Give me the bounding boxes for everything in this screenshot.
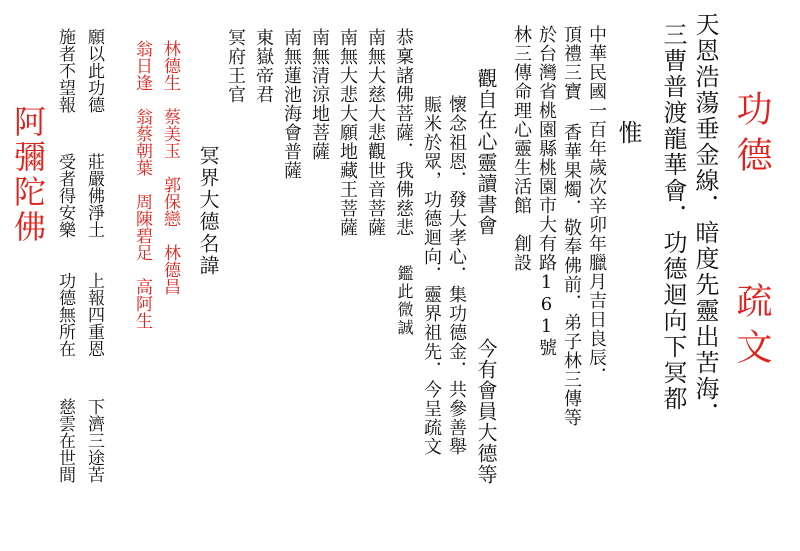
invocation-guanyin: 南無大慈大悲觀世音菩薩: [365, 28, 386, 237]
body-line-founder: 林三傳命理心靈生活館 創設: [511, 25, 532, 272]
closing-2c: 功德無所在: [55, 272, 75, 357]
intent-line-2: 賑米於眾，功德迴向．靈界祖先．今呈疏文: [421, 95, 442, 456]
wei-char: 惟: [614, 120, 642, 144]
closing-1b: 莊嚴佛淨土: [84, 153, 104, 238]
body-line-date: 中華民國一百年歲次辛卯年臘月吉日良辰．: [586, 25, 607, 386]
closing-1c: 上報四重恩: [84, 272, 104, 357]
association-members: 今有會員大德等: [474, 338, 498, 485]
body-line-disciple: 頂禮三寶 香華果燭．敬奉佛前．弟子林三傳等: [561, 25, 582, 427]
body-line-address: 於台灣省桃園縣桃園市大有路161號: [536, 25, 557, 357]
closing-2a: 施者不望報: [55, 28, 75, 113]
opening-line-2: 三曹普渡龍華會．功德迴向下冥都: [659, 22, 687, 412]
closing-2b: 受者得安樂: [55, 153, 75, 238]
invocation-qingliang: 南無清涼地菩薩: [309, 28, 330, 161]
invocation-dizang: 南無大悲大願地藏王菩薩: [337, 28, 358, 237]
title-part1: 功德: [731, 90, 772, 182]
invocation-respect: 恭稟諸佛菩薩．我佛慈悲: [393, 28, 414, 237]
invocation-mingfu: 冥府王官: [225, 28, 246, 104]
intent-line-1: 懷念祖恩．發大孝心．集功德金．共參善舉: [446, 95, 467, 456]
deceased-heading: 冥界大德名諱: [196, 145, 220, 277]
invocation-dongyue: 東嶽帝君: [253, 28, 274, 104]
amitabha: 阿彌陀佛: [9, 105, 47, 245]
closing-1a: 願以此功德: [84, 28, 104, 113]
deceased-names-1: 林德生 蔡美玉 郭保戀 林德昌: [160, 40, 180, 295]
opening-line-1: 天恩浩蕩垂金線．暗度先靈出苦海．: [691, 12, 719, 428]
reading-group: 觀自在心靈讀書會: [474, 68, 498, 236]
title-part2: 疏文: [731, 282, 772, 374]
invocation-lianchi: 南無蓮池海會普薩: [281, 28, 302, 180]
closing-1d: 下濟三途苦: [84, 398, 104, 483]
jianci-line: 鑑此微誠: [395, 265, 414, 337]
deceased-names-2: 翁日逢 翁蔡朝葉 周陳碧足 高阿生: [132, 40, 152, 329]
closing-2d: 慈雲在世間: [55, 398, 75, 483]
